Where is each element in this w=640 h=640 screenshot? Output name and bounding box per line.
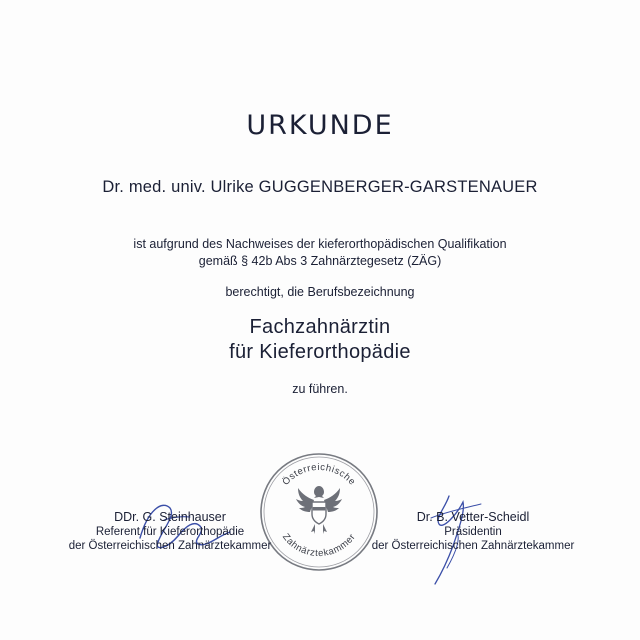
signatory-right-name: Dr. B. Vetter-Scheidl	[416, 510, 530, 524]
seal-top-text: Österreichische	[280, 461, 358, 488]
signatory-left	[50, 510, 290, 553]
signatory-left-role: Referent für Kieferorthopädie	[95, 526, 245, 538]
qualification-line-1: ist aufgrund des Nachweises der kieferorthopädischen Qualifikation	[133, 237, 507, 251]
holder-name: Dr. med. univ. Ulrike GUGGENBERGER-GARSTENAUER	[102, 178, 538, 196]
eagle-crest-icon	[296, 486, 342, 534]
signatory-right	[338, 510, 608, 553]
designation-line-1: Fachzahnärztin	[249, 316, 391, 338]
signatory-right-role: Präsidentin	[444, 526, 502, 538]
signatory-right-organization: der Österreichischen Zahnärztekammer	[371, 540, 575, 552]
seal-bottom-text: Zahnärztekammer	[279, 531, 359, 560]
qualification-line-2: gemäß § 42b Abs 3 Zahnärztegesetz (ZÄG)	[198, 254, 442, 268]
signatory-left-name: DDr. G. Steinhauser	[114, 510, 226, 524]
signatory-left-organization: der Österreichischen Zahnärztekammer	[68, 540, 272, 552]
designation-line-2: für Kieferorthopädie	[229, 341, 411, 363]
entitlement-line: berechtigt, die Berufsbezeichnung	[225, 285, 415, 299]
certificate-title: URKUNDE	[246, 110, 394, 141]
closing-line: zu führen.	[292, 382, 348, 396]
qualification-statement	[0, 236, 640, 270]
professional-designation	[0, 315, 640, 365]
